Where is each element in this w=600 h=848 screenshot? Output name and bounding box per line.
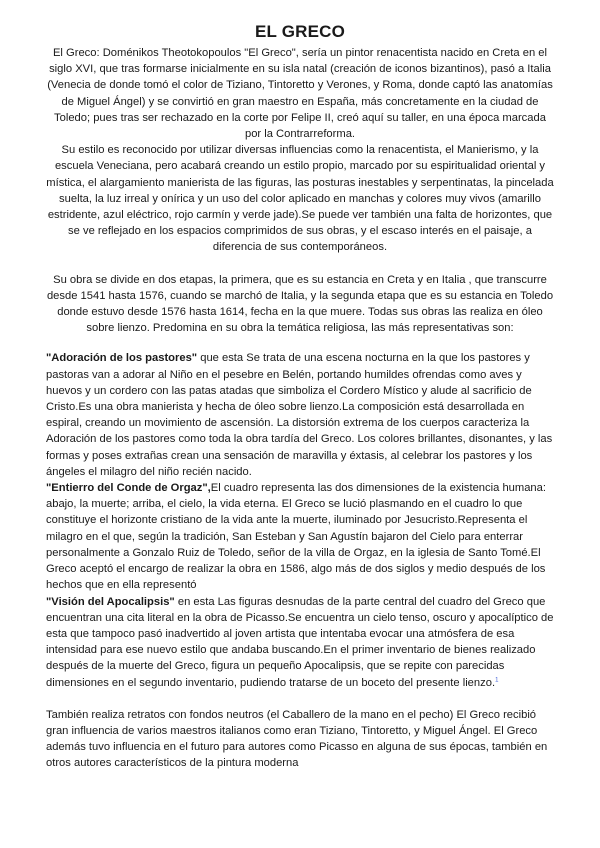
work-title-entierro: "Entierro del Conde de Orgaz",: [46, 482, 211, 495]
etapas-paragraph: Su obra se divide en dos etapas, la primera, que es su estancia en Creta y en Italia , que transcurre desde 1541 hasta 1576, cuando se marchó de Italia, y la segunda etapa que es su estancia en Toledo donde estuvo desde 1576 hasta 1614, fecha en la que muere. Todas sus obras las realiza en óleo sobre lienzo. Predomina en su obra la temática religiosa, las más representativas son:: [46, 273, 554, 335]
work-vision: [46, 594, 554, 691]
intro-paragraph-2: Su estilo es reconocido por utilizar diversas influencias como la renacentista, el Manierismo, y la escuela Veneciana, pero acabará creando un estilo propio, marcado por su espiritualidad oriental y mística, el alargamiento manierista de las figuras, las posturas inestables y serpentinatas, la pincelada suelta, la luz irreal y onírica y un uso del color aplicado en manchas y colores muy vivos (amarillo estridente, azul eléctrico, rojo carmín y verde jade).Se puede ver también una falta de horizontes, que se ve reflejado en los espacios comprimidos de sus obras, y el escaso interés en el paisaje, a diferencia de sus contemporáneos.: [46, 144, 554, 254]
work-adoracion: [46, 350, 554, 480]
work-entierro: [46, 480, 554, 593]
paragraph-spacer: [46, 256, 554, 272]
work-text-adoracion: que esta Se trata de una escena nocturna en la que los pastores y pastoras van a adorar al Niño en el pesebre en Belén, portando humildes ofrendas como aves y huevos y un cordero con las patas atadas que simboliza el Cordero Místico y alude al sacrificio de Cristo.Es una obra manierista y hecha de óleo sobre lienzo.La composición está desarrollada en espiral, creando un movimiento de ascensión. La distorsión extrema de los cuerpos caracteriza la Adoración de los pastores como toda la obra tardía del Greco. Los colores brillantes, disonantes, y las formas y poses extrañas crean una sensación de maravilla y éxtasis, al celebrar los pastores y los ángeles el milagro del niño recién nacido.: [46, 352, 553, 478]
work-text-entierro: El cuadro representa las dos dimensiones de la existencia humana: abajo, la muerte; arriba, el cielo, la vida eterna. El Greco se lució plasmando en el cuadro lo que constituye el horizonte cristiano de la vida ante la muerte, iluminado por Jesucristo.Representa el milagro en el que, según la tradición, San Esteban y San Agustín bajaron del Cielo para enterrar personalmente a Gonzalo Ruiz de Toledo, señor de la villa de Orgaz, en la iglesia de Santo Tomé.El Greco aceptó el encargo de realizar la obra en 1586, algo más de dos siglos y medio después de los hechos que en ella representó: [46, 482, 546, 592]
work-title-adoracion: "Adoración de los pastores": [46, 352, 198, 365]
footnote-link[interactable]: 1: [495, 676, 499, 683]
closing-paragraph: También realiza retratos con fondos neutros (el Caballero de la mano en el pecho) El Greco recibió gran influencia de varios maestros italianos como eran Tiziano, Tintoretto, y Miguel Ángel. El Greco además tuvo influencia en el futuro para autores como Picasso en alguna de sus épocas, también en otros autores característicos de la pintura moderna: [46, 708, 548, 770]
page-title: EL GRECO: [254, 22, 346, 41]
paragraph-spacer: [46, 336, 554, 350]
work-title-vision: "Visión del Apocalipsis": [46, 595, 175, 608]
work-text-vision: en esta Las figuras desnudas de la parte central del cuadro del Greco que encuentran una cita literal en la obra de Picasso.Se encuentra un cielo tenso, oscuro y apocalíptico de esta que tampoco pasó inadvertido al joven artista que intentaba evocar una atmósfera de esa intensidad para ese nuevo estilo que andaba buscando.En el primer inventario de bienes realizado después de la muerte del Greco, figura un pequeño Apocalipsis, que se repite con parecidas dimensiones en el segundo inventario, pudiendo tratarse de un boceto del presente lienzo.: [46, 595, 554, 689]
intro-paragraph-1: El Greco: Doménikos Theotokopoulos "El Greco", sería un pintor renacentista nacido en Creta en el siglo XVI, que tras formarse inicialmente en su isla natal (creación de iconos bizantinos), pasó a Italia (Venecia de donde tomó el color de Tiziano, Tintoretto y Verones, y Roma, donde captó las anatomías de Miguel Ángel) y se convirtió en gran maestro en España, más concretamente en la ciudad de Toledo; pues tras ser rechazado en la corte por Felipe II, creó aquí su taller, en una época marcada por la Contrarreforma.: [47, 47, 553, 141]
paragraph-spacer: [46, 691, 554, 707]
